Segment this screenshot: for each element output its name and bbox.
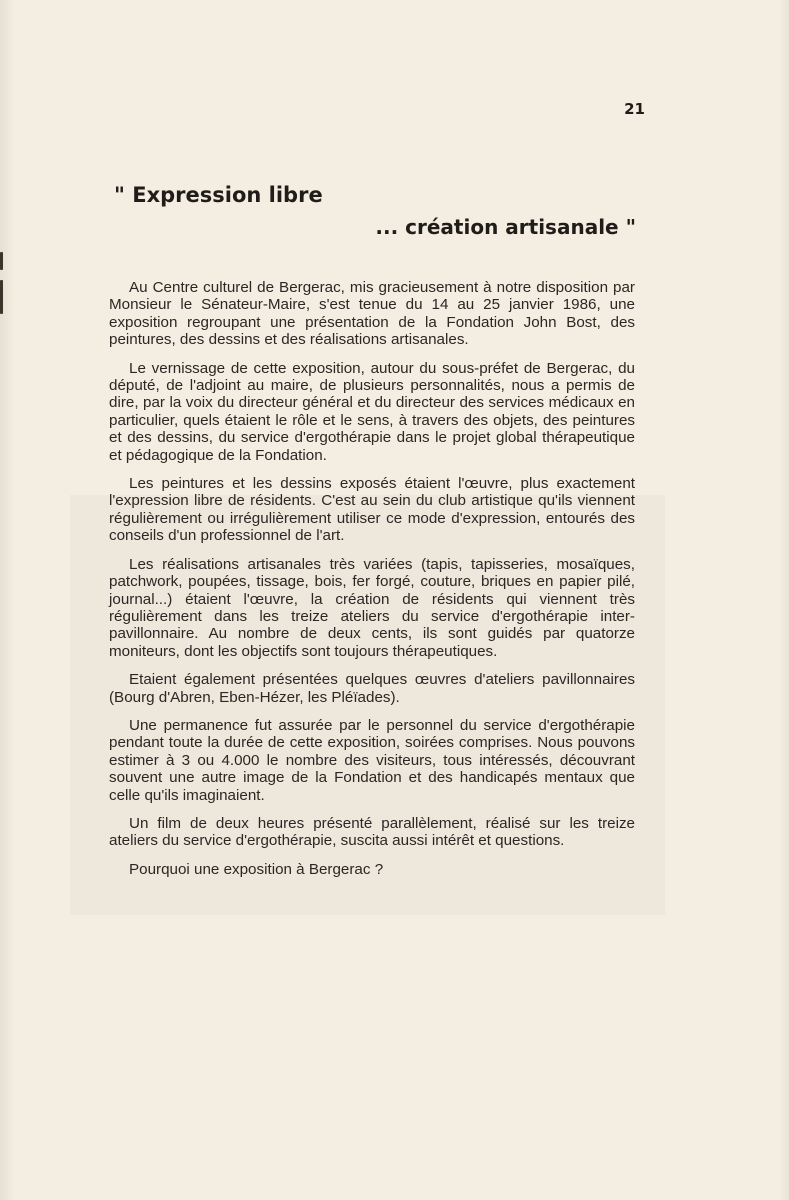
- article-title-line-1: " Expression libre: [114, 183, 323, 207]
- paragraph: Etaient également présentées quelques œuvres d'ateliers pavillonnaires (Bourg d'Abren, Eben-Hézer, les Pléïades).: [109, 671, 635, 706]
- paragraph: Les peintures et les dessins exposés étaient l'œuvre, plus exactement l'expression libre de résidents. C'est au sein du club artistique qu'ils viennent régulièrement ou irrégulièrement utiliser ce mode d'expression, entourés des conseils d'un professionnel de l'art.: [109, 475, 635, 545]
- binding-mark: [0, 280, 3, 314]
- article-title-line-2: ... création artisanale ": [375, 215, 636, 239]
- page-number: 21: [624, 100, 645, 118]
- paragraph: Le vernissage de cette exposition, autour du sous-préfet de Bergerac, du député, de l'adjoint au maire, de plusieurs personnalités, nous a permis de dire, par la voix du directeur général et du directeur des services médicaux en particulier, quels étaient le rôle et le sens, à travers des objets, des peintures et des dessins, du service d'ergothérapie dans le projet global thérapeutique et pédagogique de la Fondation.: [109, 359, 635, 464]
- paragraph: Les réalisations artisanales très variées (tapis, tapisseries, mosaïques, patchwork, poupées, tissage, bois, fer forgé, couture, briques en papier pilé, journal...) étaient l'œuvre, la création de résidents qui viennent très régulièrement dans les treize ateliers du service d'ergothérapie inter-pavillonnaire. Au nombre de deux cents, ils sont guidés par quatorze moniteurs, dont les objectifs sont toujours thérapeutiques.: [109, 555, 635, 660]
- paragraph: Au Centre culturel de Bergerac, mis gracieusement à notre disposition par Monsieur le Sénateur-Maire, s'est tenue du 14 au 25 janvier 1986, une exposition regroupant une présentation de la Fondation John Bost, des peintures, des dessins et des réalisations artisanales.: [109, 279, 635, 349]
- binding-mark: [0, 252, 3, 270]
- closing-question: Pourquoi une exposition à Bergerac ?: [129, 860, 384, 878]
- paragraph: Une permanence fut assurée par le personnel du service d'ergothérapie pendant toute la durée de cette exposition, soirées comprises. Nous pouvons estimer à 3 ou 4.000 le nombre des visiteurs, tous intéressés, découvrant souvent une autre image de la Fondation et des handicapés mentaux que celle qu'ils imaginaient.: [109, 716, 635, 804]
- paragraph: Un film de deux heures présenté parallèlement, réalisé sur les treize ateliers du service d'ergothérapie, suscita aussi intérêt et questions.: [109, 814, 635, 850]
- article-body: [109, 279, 635, 889]
